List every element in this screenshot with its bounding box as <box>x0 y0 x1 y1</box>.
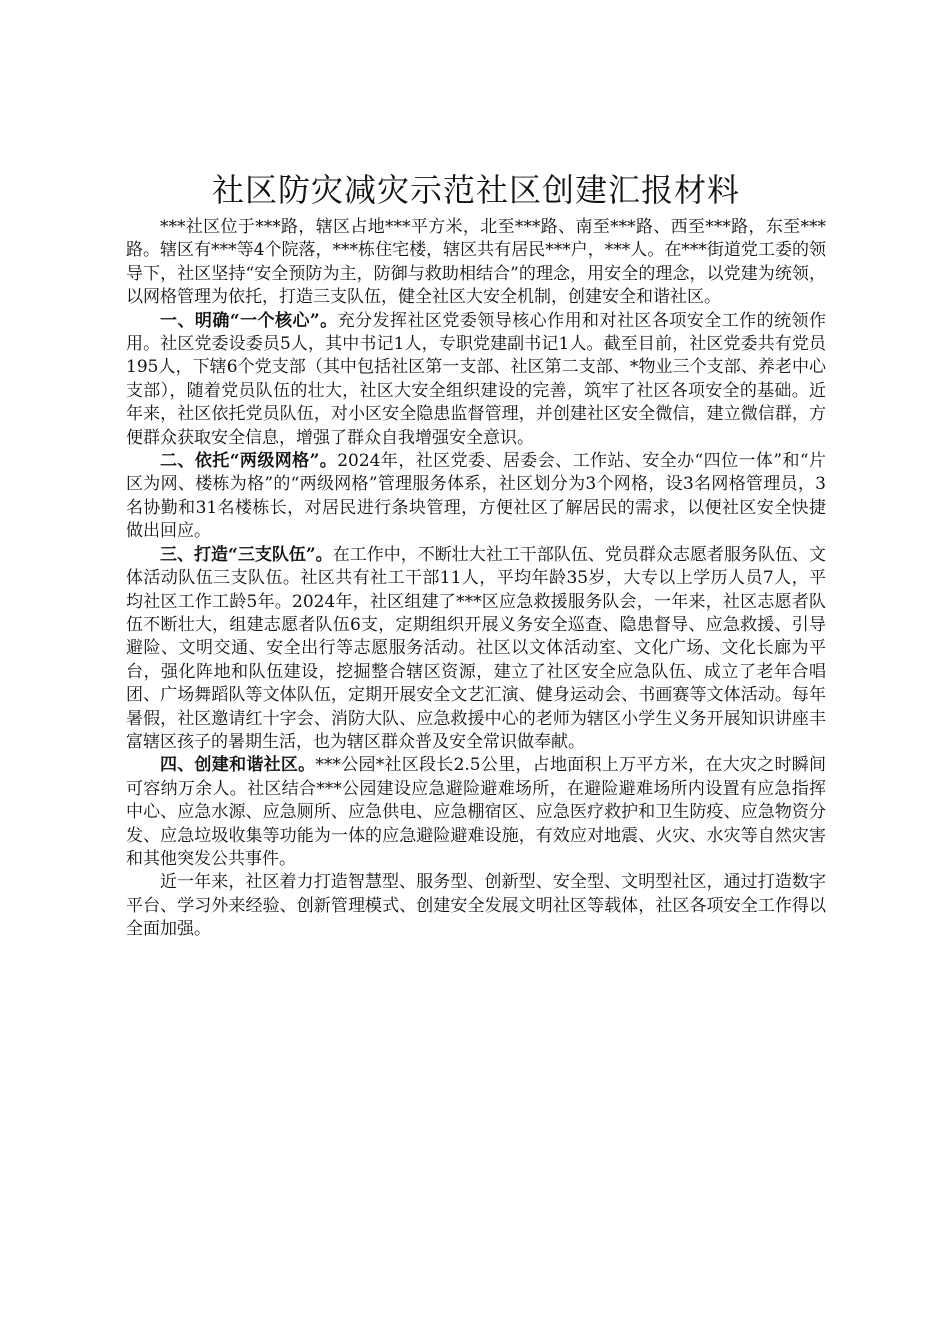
section-2-text: 2024年，社区党委、居委会、工作站、安全办“四位一体”和“片区为网、楼栋为格”的“两级网格”管理服务体系，社区划分为3个网格，设3名网格管理员，3名协勤和31名楼栋长，对居民进行条块管理，方便社区了解居民的需求，以便社区安全快捷做出回应。 <box>126 451 826 542</box>
section-1-heading: 一、明确“一个核心”。 <box>160 310 338 331</box>
section-1-paragraph <box>126 310 826 450</box>
section-3-paragraph <box>126 544 826 755</box>
closing-paragraph: 近一年来，社区着力打造智慧型、服务型、创新型、安全型、文明型社区，通过打造数字平台、学习外来经验、创新管理模式、创建安全发展文明社区等载体，社区各项安全工作得以全面加强。 <box>126 872 826 940</box>
section-4-paragraph <box>126 754 826 871</box>
document-body <box>126 168 826 942</box>
section-2-paragraph <box>126 450 826 544</box>
section-4-text: ***公园*社区段长2.5公里，占地面积上万平方米，在大灾之时瞬间可容纳万余人。社区结合***公园建设应急避险避难场所，在避险避难场所内设置有应急指挥中心、应急水源、应急厕所、应急供电、应急棚宿区、应急医疗救护和卫生防疫、应急物资分发、应急垃圾收集等功能为一体的应急避险避难设施，有效应对地震、火灾、水灾等自然灾害和其他突发公共事件。 <box>126 755 826 869</box>
intro-paragraph: ***社区位于***路，辖区占地***平方米，北至***路、南至***路、西至***路，东至***路。辖区有***等4个院落，***栋住宅楼，辖区共有居民***户，***人。在***街道党工委的领导下，社区坚持“安全预防为主，防御与救助相结合”的理念，用安全的理念，以党建为统领，以网格管理为依托，打造三支队伍，健全社区大安全机制，创建安全和谐社区。 <box>126 217 826 308</box>
section-3-text: 在工作中，不断壮大社工干部队伍、党员群众志愿者服务队伍、文体活动队伍三支队伍。社区共有社工干部11人，平均年龄35岁，大专以上学历人员7人，平均社区工作工龄5年。2024年，社区组建了***区应急救援服务队会，一年来，社区志愿者队伍不断壮大，组建志愿者队伍6支，定期组织开展义务安全巡查、隐患督导、应急救援、引导避险、文明交通、安全出行等志愿服务活动。社区以文体活动室、文化广场、文化长廊为平台，强化阵地和队伍建设，挖掘整合辖区资源，建立了社区安全应急队伍、成立了老年合唱团、广场舞蹈队等文体队伍，定期开展安全文艺汇演、健身运动会、书画赛等文体活动。每年暑假，社区邀请红十字会、消防大队、应急救援中心的老师为辖区小学生义务开展知识讲座丰富辖区孩子的暑期生活，也为辖区群众普及安全常识做奉献。 <box>126 544 827 752</box>
section-4-heading: 四、创建和谐社区。 <box>160 755 316 776</box>
section-1-text: 充分发挥社区党委领导核心作用和对社区各项安全工作的统领作用。社区党委设委员5人，其中书记1人，专职党建副书记1人。截至目前，社区党委共有党员195人，下辖6个党支部（其中包括社区第一支部、社区第二支部、*物业三个支部、养老中心支部），随着党员队伍的壮大，社区大安全组织建设的完善，筑牢了社区各项安全的基础。近年来，社区依托党员队伍，对小区安全隐患监督管理，并创建社区安全微信，建立微信群，方便群众获取安全信息，增强了群众自我增强安全意识。 <box>126 310 826 448</box>
document-title: 社区防灾减灾示范社区创建汇报材料 <box>211 171 740 209</box>
section-3-heading: 三、打造“三支队伍”。 <box>160 544 333 565</box>
section-2-heading: 二、依托“两级网格”。 <box>160 451 338 472</box>
